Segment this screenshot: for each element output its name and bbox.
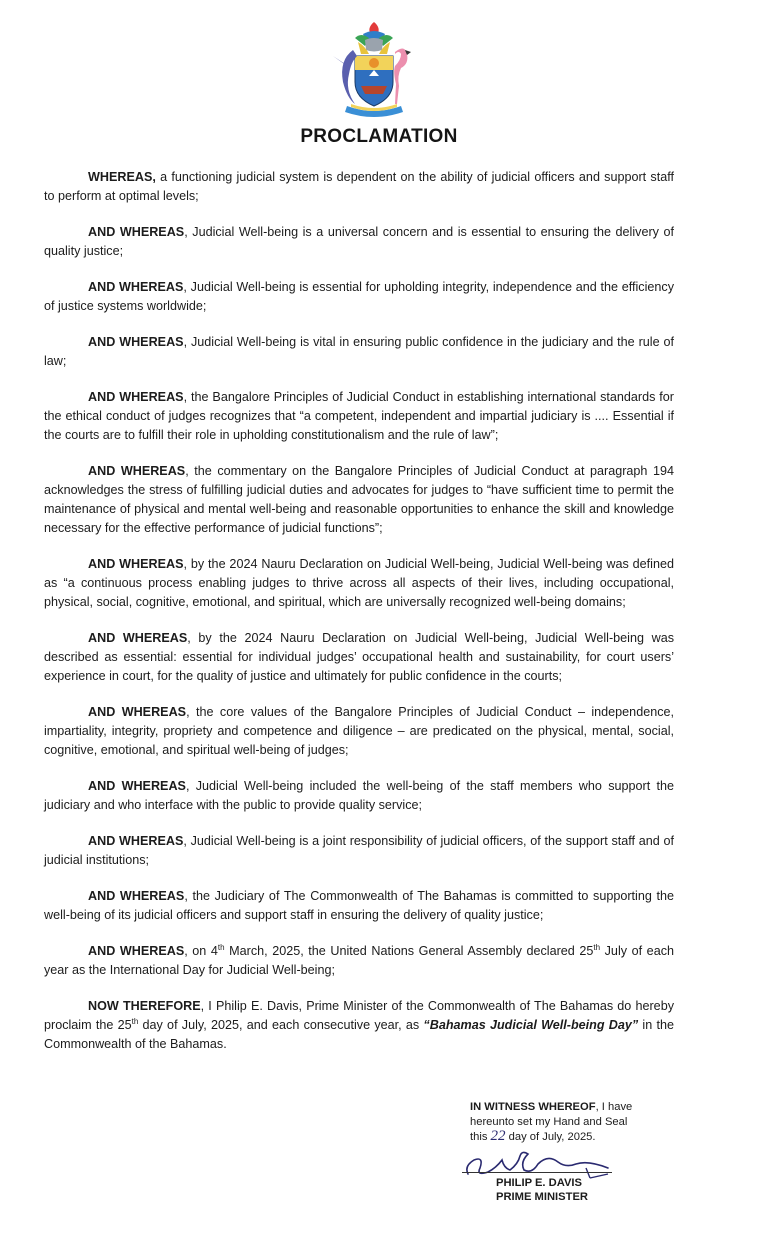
signatory-name: PHILIP E. DAVIS	[496, 1177, 582, 1189]
signature-line	[462, 1172, 612, 1173]
signatory-title: PRIME MINISTER	[496, 1191, 588, 1203]
bahamas-coat-of-arms-icon	[325, 20, 423, 122]
clause: AND WHEREAS, the Bangalore Principles of Judicial Conduct in establishing international standards for the ethical conduct of judges recognizes that “a competent, independent and impartial judiciary is .... Essential if the courts are to fulfill their role in upholding constitutionalism and the rule of law”;	[44, 390, 675, 442]
witness-line-1: IN WITNESS WHEREOF, I have	[470, 1101, 633, 1113]
signature	[458, 1138, 618, 1180]
clause-march: AND WHEREAS, on 4th March, 2025, the United Nations General Assembly declared 25th July of each year as the International Day for Judicial Well-being;	[44, 942, 674, 977]
clause: AND WHEREAS, the Judiciary of The Commonwealth of The Bahamas is committed to supporting the well-being of its judicial officers and support staff in ensuring the delivery of quality justice;	[44, 889, 675, 922]
signatory	[496, 1176, 656, 1204]
witness-line-2: hereunto set my Hand and Seal	[470, 1115, 628, 1128]
clause: AND WHEREAS, Judicial Well-being included the well-being of the staff members who support the judiciary and who interface with the public to provide quality service;	[44, 779, 674, 812]
clause: WHEREAS, a functioning judicial system is dependent on the ability of judicial officers and support staff to perform at optimal levels;	[44, 170, 674, 203]
clause: AND WHEREAS, the core values of the Bangalore Principles of Judicial Conduct – independence, impartiality, integrity, propriety and competence and diligence – are predicated on the physical, mental, social, cognitive, emotional, and spiritual well-being of judges;	[44, 705, 675, 757]
clause-now-therefore: NOW THEREFORE, I Philip E. Davis, Prime Minister of the Commonwealth of The Bahamas do hereby proclaim the 25th day of July, 2025, and each consecutive year, as “Bahamas Judicial Well-being Day” in the Commonwealth of the Bahamas.	[44, 999, 674, 1051]
witness-line-3: this 22 day of July, 2025.	[470, 1128, 596, 1144]
clause: AND WHEREAS, Judicial Well-being is a universal concern and is essential to ensuring the delivery of quality justice;	[44, 225, 675, 258]
clause: AND WHEREAS, Judicial Well-being is vital in ensuring public confidence in the judiciary and the rule of law;	[44, 335, 674, 368]
clause: AND WHEREAS, Judicial Well-being is essential for upholding integrity, independence and the efficiency of justice systems worldwide;	[44, 280, 674, 313]
proclamation-body	[44, 168, 674, 1071]
page-title: PROCLAMATION	[300, 126, 458, 147]
clause: AND WHEREAS, by the 2024 Nauru Declaration on Judicial Well-being, Judicial Well-being was described as essential: essential for individual judges’ occupational health and sustainability, for court users’ experience in court, for the quality of justice and ultimately for public confidence in the courts;	[44, 631, 675, 683]
handwritten-day: 22	[490, 1128, 506, 1144]
clause: AND WHEREAS, by the 2024 Nauru Declaration on Judicial Well-being, Judicial Well-being was defined as “a continuous process enabling judges to thrive across all aspects of their lives, including occupational, physical, social, cognitive, emotional, and spiritual, which are universally recognized well-being domains;	[44, 557, 674, 609]
clause: AND WHEREAS, the commentary on the Bangalore Principles of Judicial Conduct at paragraph 194 acknowledges the stress of fulfilling judicial duties and advocates for judges to “have sufficient time to permit the maintenance of physical and mental well-being and reasonable opportunities to enhance the skill and knowledge necessary for the effective performance of judicial functions”;	[44, 464, 674, 535]
clause: AND WHEREAS, Judicial Well-being is a joint responsibility of judicial officers, of the support staff and of judicial institutions;	[44, 834, 675, 867]
